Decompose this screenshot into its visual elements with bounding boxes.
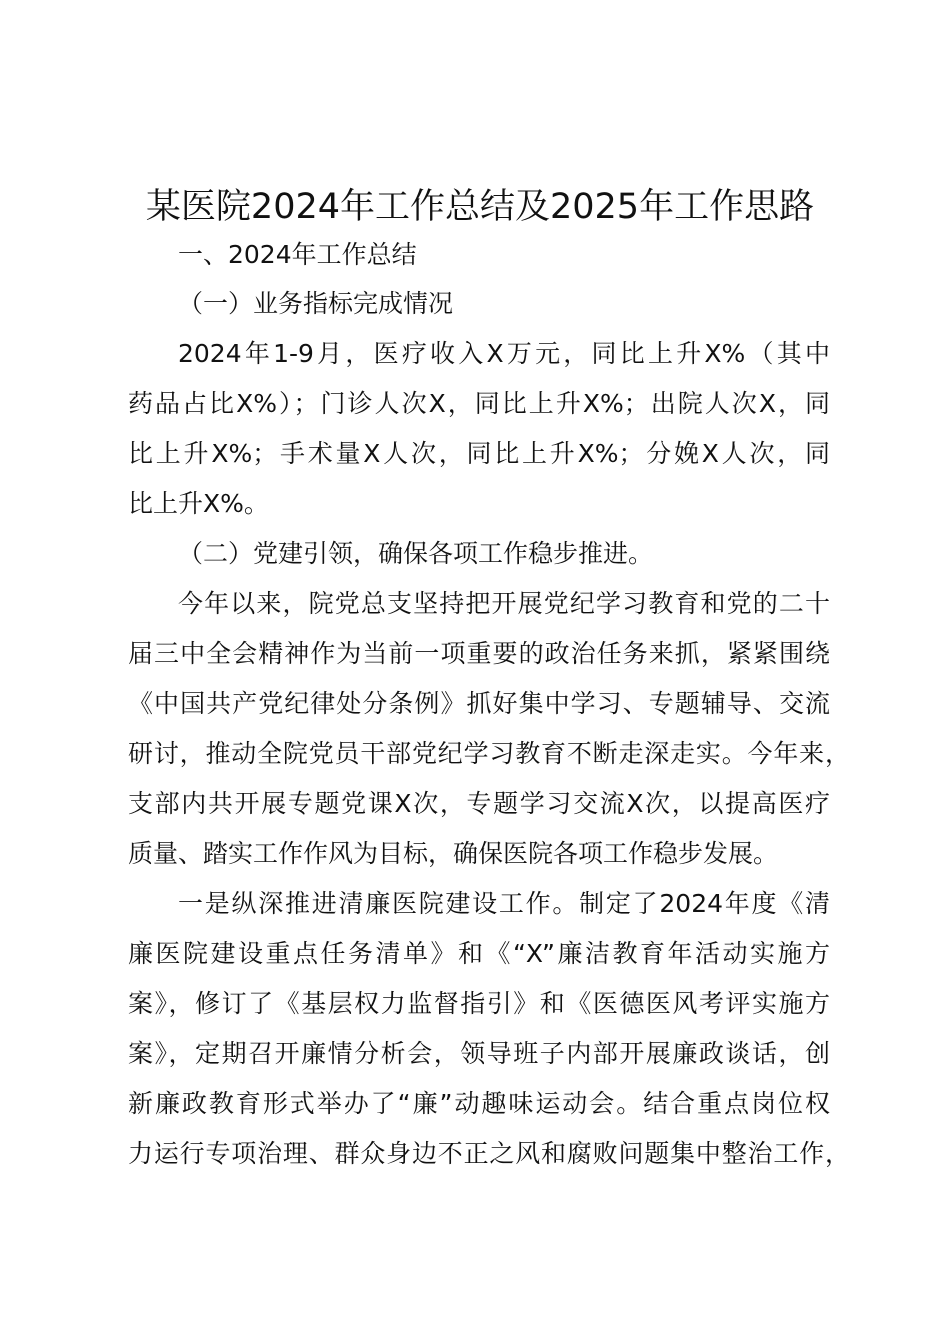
paragraph-line: 研讨，推动全院党员干部党纪学习教育不断走深走实。今年来， [128,739,850,768]
paragraph-line: 届三中全会精神作为当前一项重要的政治任务来抓，紧紧围绕 [128,639,830,668]
section-heading: 一、2024年工作总结 [178,240,417,269]
paragraph-line: 支部内共开展专题党课X次，专题学习交流X次，以提高医疗 [128,789,830,818]
paragraph-line: 力运行专项治理、群众身边不正之风和腐败问题集中整治工作， [128,1139,850,1168]
paragraph-line: 《中国共产党纪律处分条例》抓好集中学习、专题辅导、交流 [128,689,830,718]
paragraph-line: 案》，定期召开廉情分析会，领导班子内部开展廉政谈话，创 [128,1039,830,1068]
paragraph-line: 新廉政教育形式举办了“廉”动趣味运动会。结合重点岗位权 [128,1089,830,1118]
paragraph-line: 案》，修订了《基层权力监督指引》和《医德医风考评实施方 [128,989,830,1018]
paragraph-line: 比上升X%。 [128,489,269,518]
document-title: 某医院2024年工作总结及2025年工作思路 [145,187,815,227]
paragraph-line: 比上升X%；手术量X人次，同比上升X%；分娩X人次，同 [128,439,830,468]
paragraph-line: 一是纵深推进清廉医院建设工作。制定了2024年度《清 [178,889,830,918]
subsection-heading: （一）业务指标完成情况 [178,289,454,318]
paragraph-line: 廉医院建设重点任务清单》和《“X”廉洁教育年活动实施方 [128,939,830,968]
paragraph-line: 今年以来，院党总支坚持把开展党纪学习教育和党的二十 [178,589,830,618]
paragraph-line: 质量、踏实工作作风为目标，确保医院各项工作稳步发展。 [128,839,779,868]
paragraph-line: 2024年1-9月，医疗收入X万元，同比上升X%（其中 [178,339,830,368]
subsection-heading: （二）党建引领，确保各项工作稳步推进。 [178,539,654,568]
paragraph-line: 药品占比X%）；门诊人次X，同比上升X%；出院人次X，同 [128,389,830,418]
